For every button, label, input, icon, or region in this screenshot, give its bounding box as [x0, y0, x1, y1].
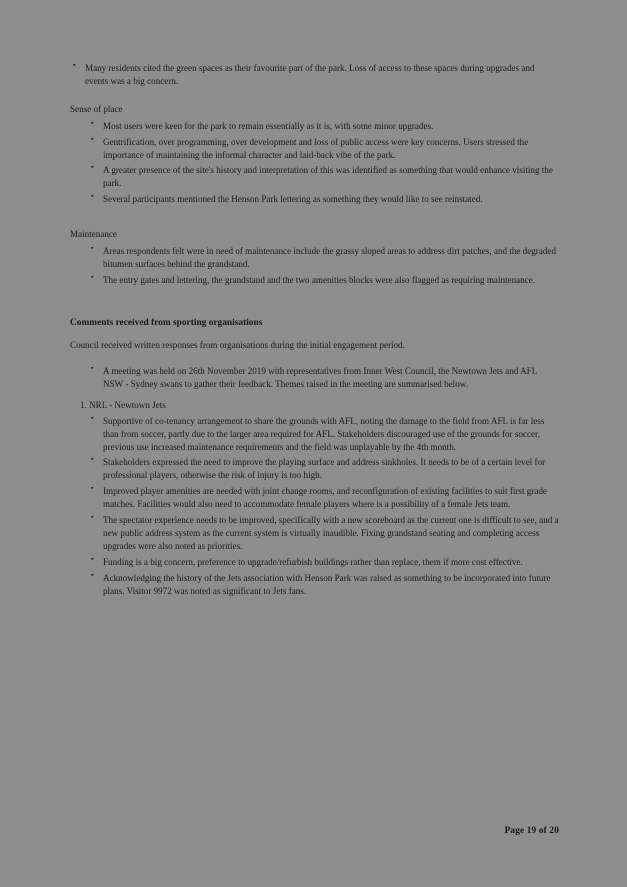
top-bullet-block [70, 62, 559, 88]
list-item: ▪ Many residents cited the green spaces as their favourite part of the park. Loss of access to these spaces during upgrades and events was a big concern. [70, 62, 559, 88]
section-heading: Comments received from sporting organisations [70, 317, 263, 328]
section-intro-paragraph: Council received written responses from organisations during the initial engagement period. [70, 340, 405, 351]
spacer [70, 358, 559, 365]
meeting-bullet-list [70, 365, 559, 391]
section-subheading: Sense of place [70, 103, 123, 114]
list-item: ▪ Supportive of co-tenancy arrangement to share the grounds with AFL, noting the damage to the field from AFL is far less than from soccer, partly due to the larger area required for AFL. Stakeholders discouraged use of the grounds for soccer, previous use increased maintenance requirements and the field was unplayable by the 4th month. [88, 415, 559, 454]
list-item: ▪ The entry gates and lettering, the grandstand and the two amenities blocks were also flagged as requiring maintenance. [88, 274, 559, 287]
list-item: ▪ Several participants mentioned the Henson Park lettering as something they would like to see reinstated. [88, 193, 559, 206]
section-bullet-list [70, 245, 559, 287]
section-maintenance [70, 228, 559, 287]
spacer [70, 96, 559, 103]
list-item: ▪ A meeting was held on 26th November 2019 with representatives from Inner West Council, the Newtown Jets and AFL NSW - Sydney swans to gather their feedback. Themes raised in the meeting are summarised below. [88, 365, 559, 391]
list-item: ▪ A greater presence of the site's history and interpretation of this was identified as something that would enhance visiting the park. [88, 164, 559, 190]
list-item: ▪ Funding is a big concern, preference to upgrade/refurbish buildings rather than replace, them if more cost effective. [88, 556, 559, 569]
numbered-item-number: 1. [80, 399, 87, 410]
list-item: ▪ Areas respondents felt were in need of maintenance include the grassy sloped areas to address dirt patches, and the degraded bitumen surfaces behind the grandstand. [88, 245, 559, 271]
section-sense-of-place [70, 103, 559, 206]
section-subheading: Maintenance [70, 229, 117, 240]
list-item: ▪ Most users were keen for the park to remain essentially as it is, with some minor upgrades. [88, 120, 559, 133]
page-footer: Page 19 of 20 [504, 824, 559, 835]
top-bullet-list [70, 62, 559, 88]
numbered-item-label: NRL - Newtown Jets [89, 399, 166, 410]
list-item: ▪ Stakeholders expressed the need to improve the playing surface and address sinkholes. It needs to be of a certain level for professional players, otherwise the risk of injury is too high. [88, 456, 559, 482]
list-item: ▪ Improved player amenities are needed with joint change rooms, and reconfiguration of existing facilities to suit first grade matches. Facilities would also need to accommodate female players where is a possibility of a female Jets team. [88, 485, 559, 511]
list-item: ▪ Acknowledging the history of the Jets association with Henson Park was raised as something to be incorporated into future plans. Visitor 9972 was noted as significant to Jets fans. [88, 572, 559, 598]
section-bullet-list [70, 120, 559, 206]
spacer [70, 295, 559, 317]
section-organisations [70, 317, 559, 598]
spacer [70, 214, 559, 228]
organisation-bullet-list [70, 415, 559, 598]
page-content [70, 62, 559, 847]
numbered-item-heading [70, 399, 559, 412]
list-item: ▪ The spectator experience needs to be improved, specifically with a new scoreboard as the current one is difficult to see, and a new public address system as the current system is virtually inaudible. Fixing grandstand seating and completing access upgrades were also noted as priorities. [88, 514, 559, 553]
list-item: ▪ Gentrification, over programming, over development and loss of public access were key concerns. Users stressed the importance of maintaining the informal character and laid-back vibe of the park. [88, 136, 559, 162]
